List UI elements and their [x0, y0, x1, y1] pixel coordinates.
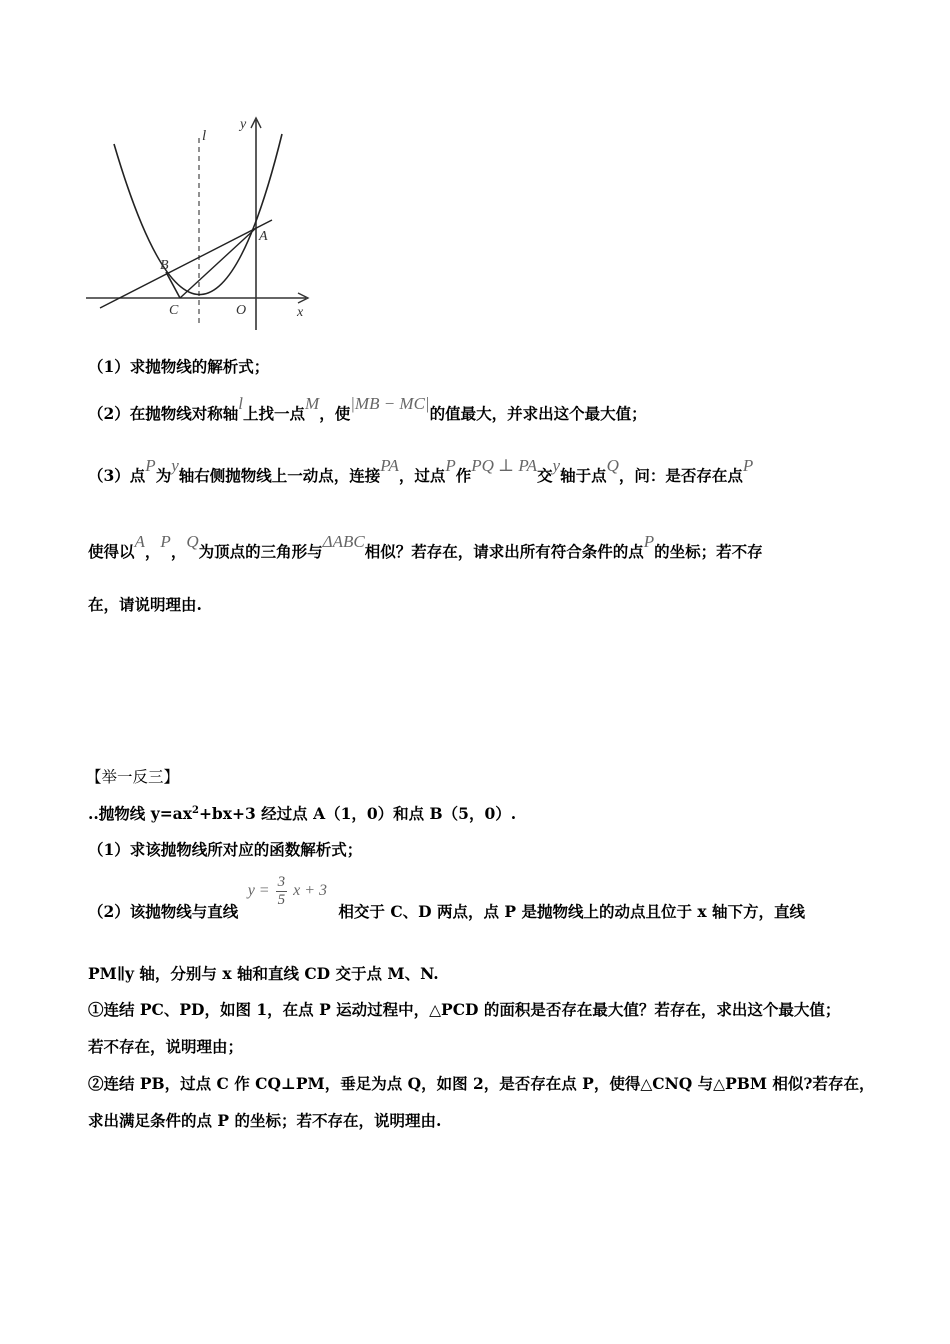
p2-intro-b: +bx+3 经过点 A（1，0）和点 B（5，0）. — [198, 804, 517, 823]
p1-question-3-line2 — [88, 532, 763, 562]
parabola-figure — [84, 112, 324, 334]
eq-fraction — [276, 874, 288, 909]
eq-denominator: 5 — [277, 892, 286, 908]
p1-q3-text-b: 为 — [155, 466, 172, 485]
p1-q3-p5: P — [643, 532, 655, 551]
p1-q3-comma1: ， — [144, 542, 161, 561]
line-ab — [100, 220, 272, 308]
p2-question-2-line2: PM∥y 轴，分别与 x 轴和直线 CD 交于点 M、N. — [88, 964, 439, 983]
p2-sub-1-line1: ①连结 PC、PD，如图 1，在点 P 运动过程中，△PCD 的面积是否存在最大值？若存在，求出这个最大值； — [88, 1000, 841, 1019]
p2-intro-a: ..抛物线 y=ax — [88, 804, 192, 823]
label-y: y — [240, 117, 247, 132]
p1-q3-text-h: ，问：是否存在点 — [618, 466, 743, 485]
p1-q3-y2: y — [552, 456, 561, 475]
label-x: x — [297, 305, 304, 320]
p1-q3-q2: Q — [186, 532, 199, 551]
eq-lhs: y = — [247, 882, 270, 900]
p1-q3-q: Q — [606, 456, 619, 475]
section-title: 【举一反三】 — [86, 768, 180, 786]
p1-q3-p1: P — [145, 456, 156, 475]
p1-q2-text-a: （2）在抛物线对称轴 — [88, 404, 239, 423]
p2-sub-2-line1: ②连结 PB，过点 C 作 CQ⊥PM，垂足为点 Q，如图 2，是否存在点 P，使得△CNQ 与△PBM 相似?若存在， — [88, 1074, 875, 1093]
p1-q3-perp: PQ ⊥ PA — [471, 456, 537, 475]
p1-question-1: （1）求抛物线的解析式； — [88, 357, 270, 376]
p1-q3-text-c: 轴右侧抛物线上一动点，连接 — [178, 466, 381, 485]
p1-q2-m: M — [305, 394, 320, 413]
p2-sub-2-line2: 求出满足条件的点 P 的坐标；若不存在，说明理由. — [88, 1111, 442, 1130]
p1-question-3-line1 — [88, 456, 754, 486]
p1-q3-p3: P — [742, 456, 754, 475]
p1-q3-comma2: ， — [170, 542, 187, 561]
p1-q3-p2: P — [445, 456, 456, 475]
p1-q3-y1: y — [171, 456, 179, 475]
p1-q3-line2-c: 相似？若存在，请求出所有符合条件的点 — [364, 542, 644, 561]
p1-q3-text-f: 交 — [537, 466, 553, 485]
p1-q3-text-e: 作 — [455, 466, 472, 485]
p1-q3-line2-b: 为顶点的三角形与 — [198, 542, 323, 561]
label-c: C — [169, 303, 179, 318]
p1-q3-text-g: 轴于点 — [560, 466, 607, 485]
p2-sub-1-line2: 若不存在，说明理由； — [88, 1037, 244, 1056]
p1-q2-text-b: 上找一点 — [243, 404, 306, 423]
p2-q2-a: （2）该抛物线与直线 — [88, 902, 239, 921]
label-a: A — [259, 229, 268, 244]
p1-q3-line2-a: 使得以 — [88, 542, 135, 561]
label-b: B — [160, 258, 169, 273]
p2-question-2 — [88, 874, 805, 922]
p1-question-3-line3: 在，请说明理由. — [88, 595, 202, 614]
eq-rhs: x + 3 — [293, 882, 328, 900]
p1-q3-a: A — [134, 532, 145, 551]
p2-intro-sup: 2 — [191, 804, 199, 816]
eq-numerator: 3 — [277, 874, 286, 890]
p1-q3-text-d: ，过点 — [398, 466, 446, 485]
p1-q3-text-a: （3）点 — [88, 466, 146, 485]
p2-q2-b: 相交于 C、D 两点，点 P 是抛物线上的动点且位于 x 轴下方，直线 — [338, 902, 805, 921]
label-o: O — [236, 303, 247, 318]
label-l: l — [202, 128, 207, 144]
p1-q2-l: l — [238, 394, 244, 413]
p1-q3-line2-d: 的坐标；若不存 — [654, 542, 763, 561]
p2-intro — [88, 802, 516, 824]
p1-q3-p4: P — [160, 532, 171, 551]
p2-question-1: （1）求该抛物线所对应的函数解析式； — [88, 840, 363, 859]
p1-q2-text-d: 的值最大，并求出这个最大值； — [429, 404, 647, 423]
p1-question-2 — [88, 394, 647, 424]
p1-q3-pa: PA — [380, 456, 399, 475]
p1-q2-text-c: ，使 — [319, 404, 351, 423]
p1-q2-expr: |MB − MC| — [350, 394, 430, 413]
p1-q3-triangle: ΔABC — [322, 532, 365, 551]
equation — [248, 874, 327, 909]
